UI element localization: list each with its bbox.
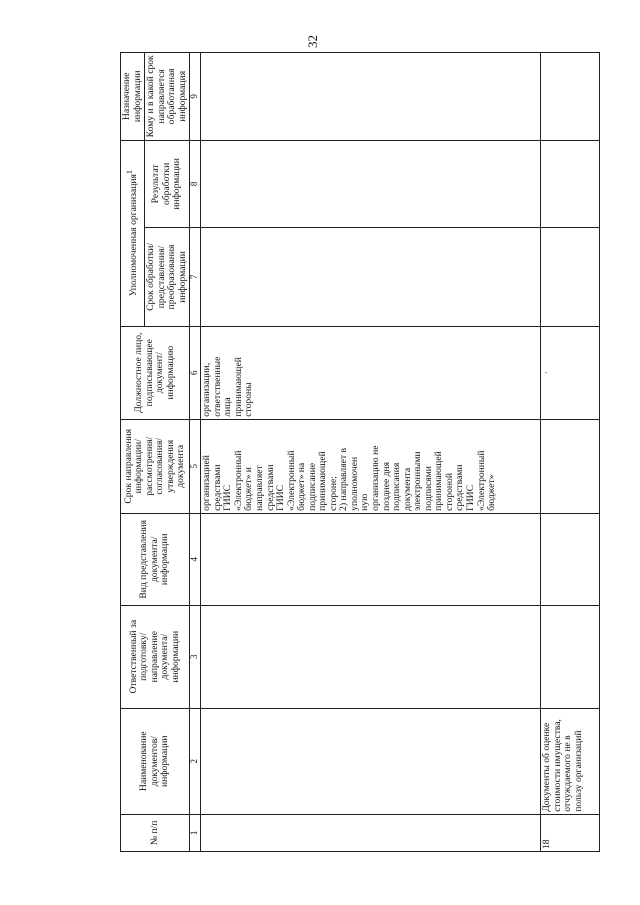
cell: [201, 53, 541, 141]
cell-deadline-text: организацией средствами ГИИС «Электронный бюджет» и направляет средствами ГИИС «Электронный бюджет» на подписание принимающей стороне; 2) направляет в уполномочен ную организацию не позднее дня подписания документа электронными подписями принимающей стороной средствами ГИИС «Электронный бюджет»: [201, 419, 541, 513]
rotated-table-container: [120, 52, 600, 852]
column-numbers-row: [190, 53, 201, 852]
cell: [541, 419, 600, 513]
column-number: 9: [190, 53, 201, 141]
cell: [541, 228, 600, 327]
cell-signing-official-text: организации, ответственные лица принимающей стороны: [201, 326, 541, 419]
cell-row-number: 18: [541, 814, 600, 851]
document-table: [120, 52, 600, 852]
header-presentation-type: Вид представления документа/ информации: [121, 513, 190, 605]
header-signing-official: Должностное лицо, подписывающее документ/ информацию: [121, 326, 190, 419]
table-row-18: [541, 53, 600, 852]
header-number: № п/п: [121, 814, 190, 851]
header-document-name: Наименование документов/ информации: [121, 708, 190, 814]
cell: [201, 513, 541, 605]
header-authorized-organization-label: Уполномоченная организация: [127, 174, 139, 297]
page-number: 32: [305, 35, 320, 49]
cell: [201, 708, 541, 814]
table-row-continuation: [201, 53, 541, 852]
cell: [201, 814, 541, 851]
header-deadline: Срок направления информации/ рассмотрения/ согласования/ утверждения документа: [121, 419, 190, 513]
header-authorized-organization: [121, 140, 145, 326]
column-number: 8: [190, 140, 201, 228]
header-row-1: [121, 53, 145, 852]
header-processing-result: Результат обработки информации: [145, 140, 190, 228]
cell: [201, 140, 541, 228]
cell: [541, 140, 600, 228]
header-processing-deadline: Срок обработки/ представления/ преобразования информации: [145, 228, 190, 327]
cell: [541, 53, 600, 141]
column-number: 3: [190, 605, 201, 708]
cell: [541, 513, 600, 605]
cell: [201, 605, 541, 708]
column-number: 7: [190, 228, 201, 327]
cell-document-name: Документы об оценке стоимости имущества, отчуждаемого не в пользу организаций: [541, 708, 600, 814]
cell: [541, 605, 600, 708]
column-number: 4: [190, 513, 201, 605]
column-number: 5: [190, 419, 201, 513]
column-number: 1: [190, 814, 201, 851]
column-number: 2: [190, 708, 201, 814]
header-recipient: Кому и в какой срок направляется обработанная информация: [145, 53, 190, 141]
column-number: 6: [190, 326, 201, 419]
header-information-purpose: Назначение информации: [121, 53, 145, 141]
header-responsible: Ответственный за подготовку/ направление документа/ информации: [121, 605, 190, 708]
footnote-marker: 1: [124, 170, 134, 175]
cell: [201, 228, 541, 327]
cell-mark: ·: [541, 326, 600, 419]
